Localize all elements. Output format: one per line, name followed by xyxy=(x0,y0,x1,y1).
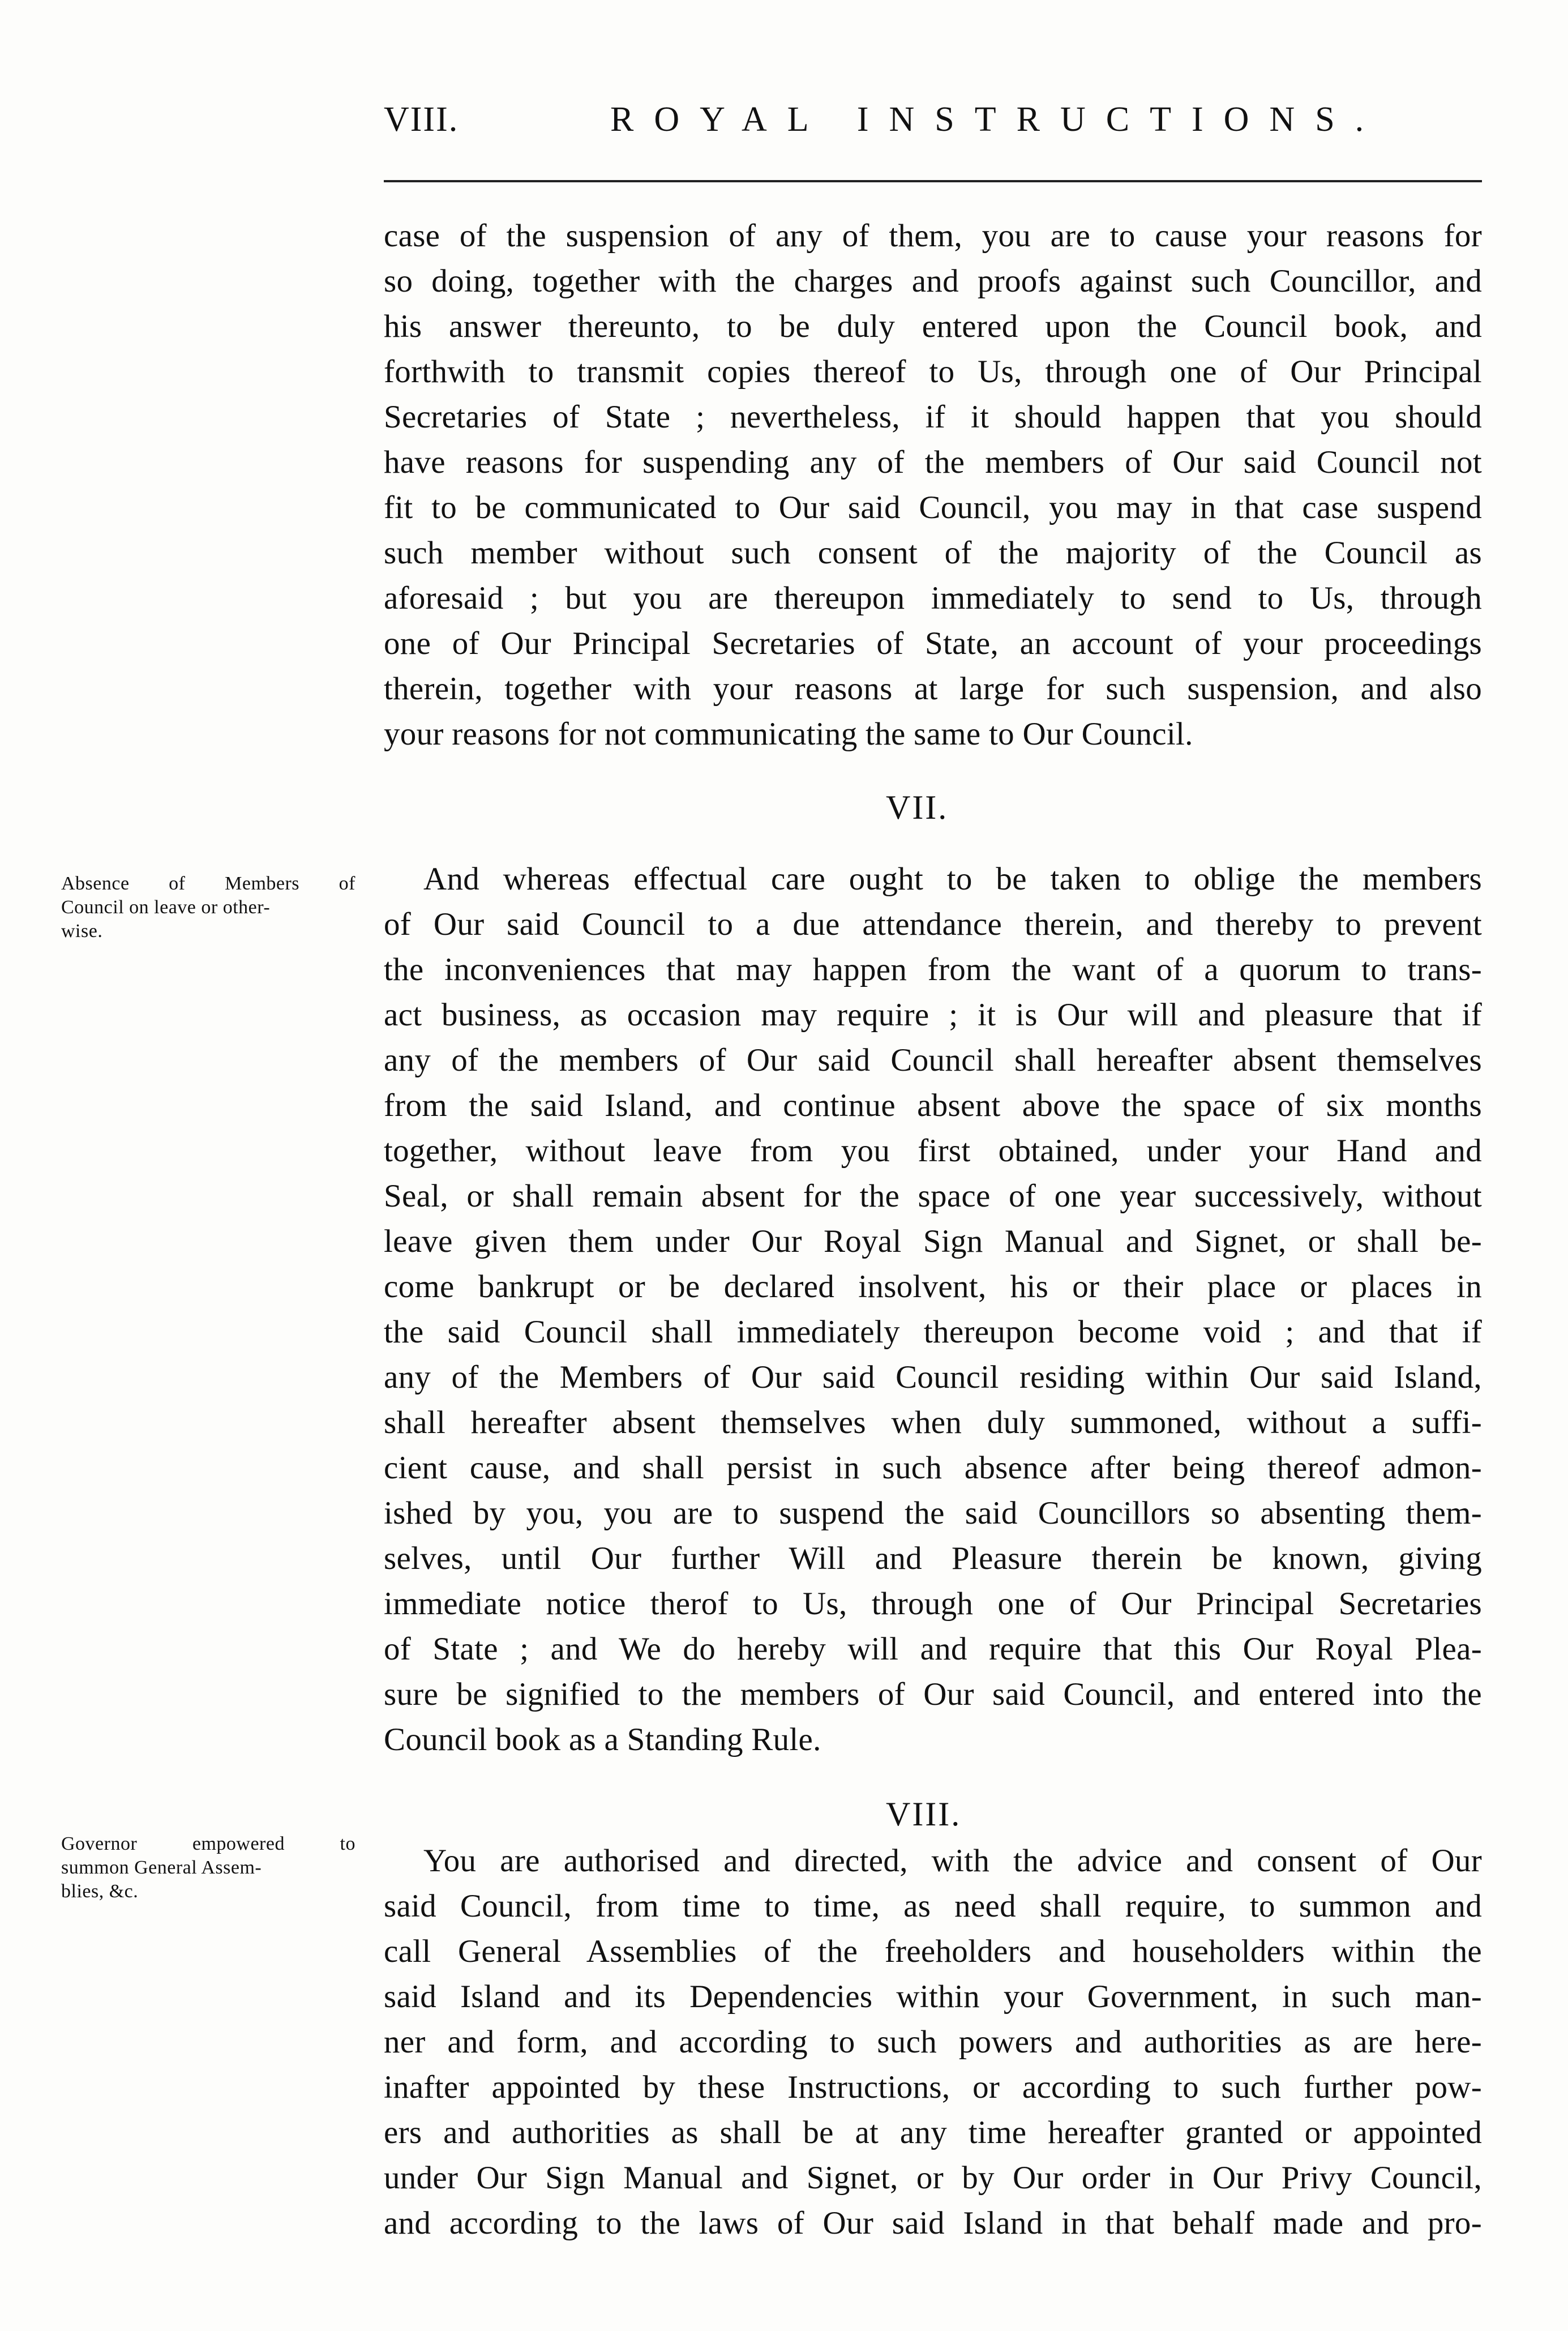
paragraph-line: leave given them under Our Royal Sign Manual and Signet, or shall be- xyxy=(384,1224,1482,1259)
paragraph-line: Council book as a Standing Rule. xyxy=(384,1722,821,1757)
paragraph-line: and according to the laws of Our said Island in that behalf made and pro- xyxy=(384,2205,1482,2241)
header-rule xyxy=(384,180,1482,182)
paragraph-line: any of the members of Our said Council shall hereafter absent themselves xyxy=(384,1042,1482,1078)
paragraph-line: said Council, from time to time, as need shall require, to summon and xyxy=(384,1888,1482,1924)
paragraph-line: You are authorised and directed, with the advice and consent of Our xyxy=(423,1843,1482,1879)
paragraph-line: And whereas effectual care ought to be taken to oblige the members xyxy=(423,861,1482,897)
paragraph-line: sure be signified to the members of Our said Council, and entered into the xyxy=(384,1676,1482,1712)
paragraph-line: any of the Members of Our said Council residing within Our said Island, xyxy=(384,1359,1482,1395)
paragraph-line: the inconveniences that may happen from the want of a quorum to trans- xyxy=(384,952,1482,987)
paragraph-line: such member without such consent of the majority of the Council as xyxy=(384,535,1482,571)
paragraph-line: one of Our Principal Secretaries of State, an account of your proceedings xyxy=(384,626,1482,661)
paragraph-line: said Island and its Dependencies within your Government, in such man- xyxy=(384,1979,1482,2015)
paragraph-line: cient cause, and shall persist in such absence after being thereof admon- xyxy=(384,1450,1482,1486)
paragraph-line: act business, as occasion may require ; it is Our will and pleasure that if xyxy=(384,997,1482,1033)
paragraph-line: of Our said Council to a due attendance therein, and thereby to prevent xyxy=(384,906,1482,942)
paragraph-line: your reasons for not communicating the same to Our Council. xyxy=(384,716,1193,752)
paragraph-line: from the said Island, and continue absent above the space of six months xyxy=(384,1088,1482,1123)
running-head xyxy=(384,100,1482,145)
paragraph-line: therein, together with your reasons at large for such suspension, and also xyxy=(384,671,1482,707)
paragraph-line: fit to be communicated to Our said Council, you may in that case suspend xyxy=(384,490,1482,525)
paragraph-line: Seal, or shall remain absent for the space of one year successively, without xyxy=(384,1178,1482,1214)
marginal-note-line: Governor empowered to xyxy=(61,1833,355,1854)
marginal-note-line: Absence of Members of xyxy=(61,873,355,894)
marginal-note xyxy=(61,872,355,943)
paragraph-line: have reasons for suspending any of the members of Our said Council not xyxy=(384,444,1482,480)
paragraph-line: under Our Sign Manual and Signet, or by Our order in Our Privy Council, xyxy=(384,2160,1482,2196)
paragraph-line: of State ; and We do hereby will and require that this Our Royal Plea- xyxy=(384,1631,1482,1667)
paragraph-line: forthwith to transmit copies thereof to Us, through one of Our Principal xyxy=(384,354,1482,390)
section-number: VII. xyxy=(886,789,949,826)
marginal-note-line: wise. xyxy=(61,921,103,942)
marginal-note xyxy=(61,1832,355,1904)
marginal-note-line: summon General Assem- xyxy=(61,1857,262,1878)
paragraph-line: ers and authorities as shall be at any time hereafter granted or appointed xyxy=(384,2115,1482,2150)
running-title: ROYAL INSTRUCTIONS. xyxy=(610,100,1385,139)
paragraph-line: immediate notice therof to Us, through one of Our Principal Secretaries xyxy=(384,1586,1482,1622)
paragraph-line: shall hereafter absent themselves when duly summoned, without a suffi- xyxy=(384,1405,1482,1440)
paragraph-line: selves, until Our further Will and Pleasure therein be known, giving xyxy=(384,1541,1482,1576)
marginal-note-line: Council on leave or other- xyxy=(61,897,271,918)
paragraph-line: ner and form, and according to such powers and authorities as are here- xyxy=(384,2024,1482,2060)
paragraph-line: aforesaid ; but you are thereupon immediately to send to Us, through xyxy=(384,580,1482,616)
paragraph-line: inafter appointed by these Instructions, or according to such further pow- xyxy=(384,2069,1482,2105)
paragraph-line: come bankrupt or be declared insolvent, his or their place or places in xyxy=(384,1269,1482,1304)
page-number: VIII. xyxy=(384,100,459,139)
paragraph-line: his answer thereunto, to be duly entered upon the Council book, and xyxy=(384,309,1482,344)
paragraph-line: together, without leave from you first obtained, under your Hand and xyxy=(384,1133,1482,1169)
marginal-note-line: blies, &c. xyxy=(61,1881,139,1902)
paragraph-line: ished by you, you are to suspend the said Councillors so absenting them- xyxy=(384,1495,1482,1531)
paragraph-line: call General Assemblies of the freeholders and householders within the xyxy=(384,1934,1482,1969)
paragraph-line: so doing, together with the charges and proofs against such Councillor, and xyxy=(384,263,1482,299)
paragraph-line: Secretaries of State ; nevertheless, if it should happen that you should xyxy=(384,399,1482,435)
paragraph-line: case of the suspension of any of them, you are to cause your reasons for xyxy=(384,218,1482,254)
paragraph-line: the said Council shall immediately thereupon become void ; and that if xyxy=(384,1314,1482,1350)
section-number: VIII. xyxy=(886,1795,962,1833)
